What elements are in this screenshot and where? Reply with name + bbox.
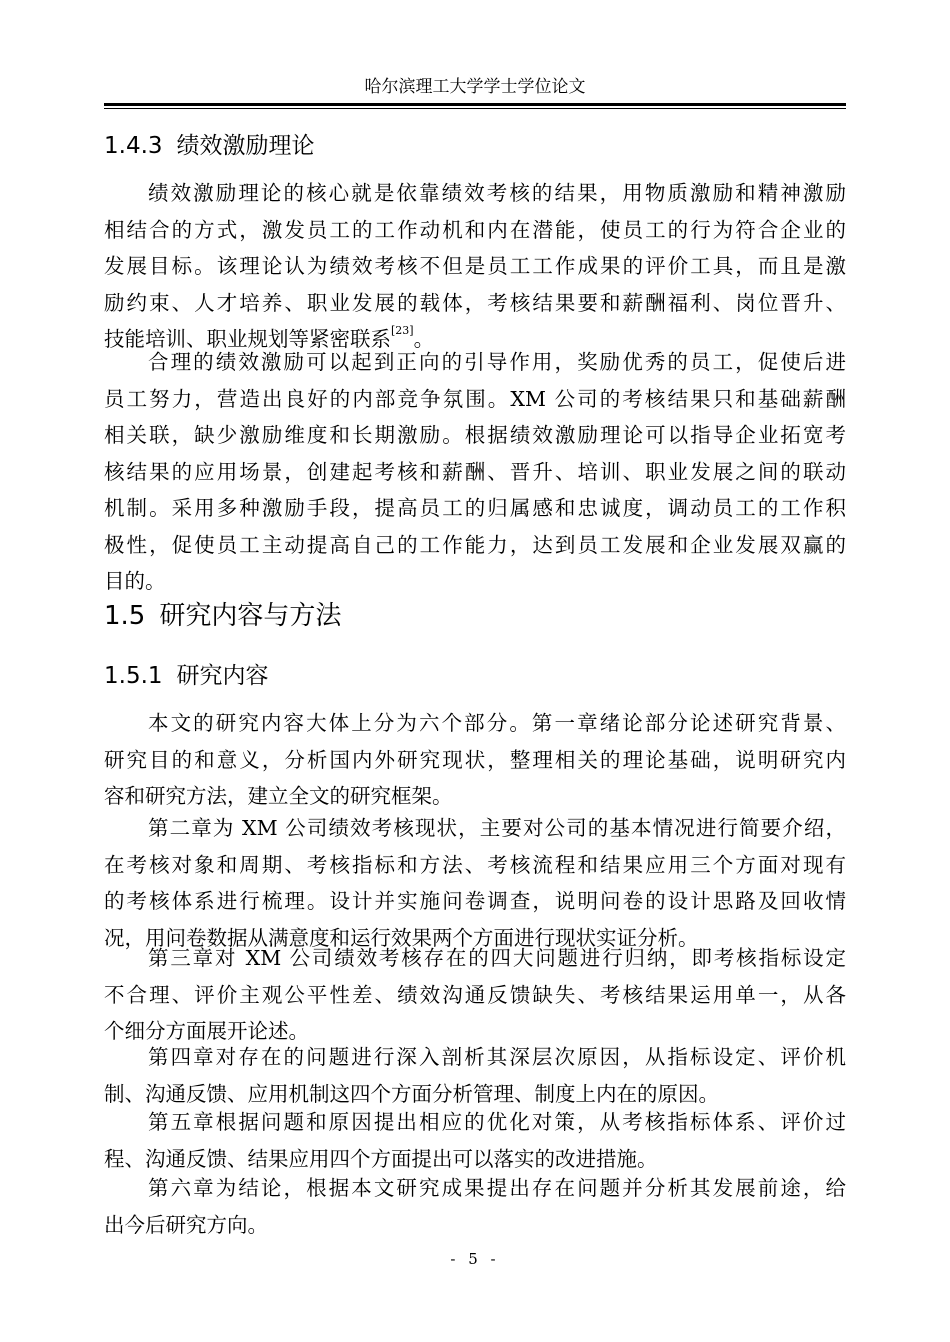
paragraph	[104, 940, 846, 1050]
section-heading-1-4-3	[104, 131, 315, 161]
text-line: 容和研究方法，建立全文的研究框架。	[104, 784, 453, 808]
text-line: 制、沟通反馈、应用机制这四个方面分析管理、制度上内在的原因。	[104, 1081, 719, 1106]
text-line: 出今后研究方向。	[104, 1212, 268, 1237]
section-heading-1-5-1	[104, 661, 269, 691]
text-line: 绩效激励理论的核心就是依靠绩效考核的结果，用物质激励和精神激励	[148, 181, 846, 205]
text-fragment: 技能培训、职业规划等紧密联系	[104, 327, 391, 351]
section-title: 研究内容	[176, 663, 269, 689]
text-line: 程、沟通反馈、结果应用四个方面提出可以落实的改进措施。	[104, 1146, 658, 1171]
running-header: 哈尔滨理工大学学士学位论文	[364, 77, 586, 97]
text-line: 研究目的和意义，分析国内外研究现状，整理相关的理论基础，说明研究内	[104, 747, 846, 772]
text-line: 况，用问卷数据从满意度和运行效果两个方面进行现状实证分析。	[104, 925, 699, 950]
text-line: 员工努力，营造出良好的内部竞争氛围。XM 公司的考核结果只和基础薪酬	[104, 386, 846, 411]
text-line: 第六章为结论，根据本文研究成果提出存在问题并分析其发展前途，给	[148, 1176, 846, 1200]
page-number: - 5 -	[450, 1250, 500, 1268]
text-line: 发展目标。该理论认为绩效考核不但是员工工作成果的评价工具，而且是激	[104, 254, 846, 278]
text-line: 合理的绩效激励可以起到正向的引导作用，奖励优秀的员工，促使后进	[148, 350, 846, 374]
paragraph	[104, 344, 846, 600]
text-line: 极性，促使员工主动提高自己的工作能力，达到员工发展和企业发展双赢的	[104, 532, 846, 557]
paragraph	[104, 1039, 846, 1112]
text-line: 相结合的方式，激发员工的工作动机和内在潜能，使员工的行为符合企业的	[104, 217, 846, 242]
text-fragment: 。	[413, 327, 435, 351]
text-line: 个细分方面展开论述。	[104, 1019, 309, 1043]
text-line: 相关联，缺少激励维度和长期激励。根据绩效激励理论可以指导企业拓宽考	[104, 423, 846, 447]
text-line: 第三章对 XM 公司绩效考核存在的四大问题进行归纳，即考核指标设定	[148, 946, 846, 970]
section-number: 1.4.3	[104, 133, 163, 159]
text-line: 第四章对存在的问题进行深入剖析其深层次原因，从指标设定、评价机	[148, 1045, 846, 1069]
text-line: 不合理、评价主观公平性差、绩效沟通反馈缺失、考核结果运用单一，从各	[104, 982, 846, 1007]
header-rule-thin	[104, 108, 846, 109]
section-title: 绩效激励理论	[176, 133, 315, 159]
text-line: 的考核体系进行梳理。设计并实施问卷调查，说明问卷的设计思路及回收情	[104, 889, 846, 913]
text-line: 第二章为 XM 公司绩效考核现状，主要对公司的基本情况进行简要介绍，	[148, 816, 846, 840]
text-line: 机制。采用多种激励手段，提高员工的归属感和忠诚度，调动员工的工作积	[104, 496, 846, 520]
paragraph	[104, 810, 846, 956]
paragraph	[104, 175, 846, 358]
section-title: 研究内容与方法	[159, 601, 342, 631]
text-line: 在考核对象和周期、考核指标和方法、考核流程和结果应用三个方面对现有	[104, 852, 846, 877]
text-line: 本文的研究内容大体上分为六个部分。第一章绪论部分论述研究背景、	[148, 711, 846, 735]
section-number: 1.5	[104, 601, 146, 631]
paragraph	[104, 1170, 846, 1243]
text-line: 第五章根据问题和原因提出相应的优化对策，从考核指标体系、评价过	[148, 1110, 846, 1134]
paragraph	[104, 705, 846, 815]
text-line: 目的。	[104, 569, 166, 593]
text-line: 核结果的应用场景，创建起考核和薪酬、晋升、培训、职业发展之间的联动	[104, 459, 846, 484]
paragraph	[104, 1104, 846, 1177]
section-number: 1.5.1	[104, 663, 163, 689]
text-line: 励约束、人才培养、职业发展的载体，考核结果要和薪酬福利、岗位晋升、	[104, 290, 846, 315]
citation-marker: [23]	[391, 324, 414, 337]
header-rule-thick	[104, 103, 846, 106]
section-heading-1-5	[104, 599, 341, 633]
